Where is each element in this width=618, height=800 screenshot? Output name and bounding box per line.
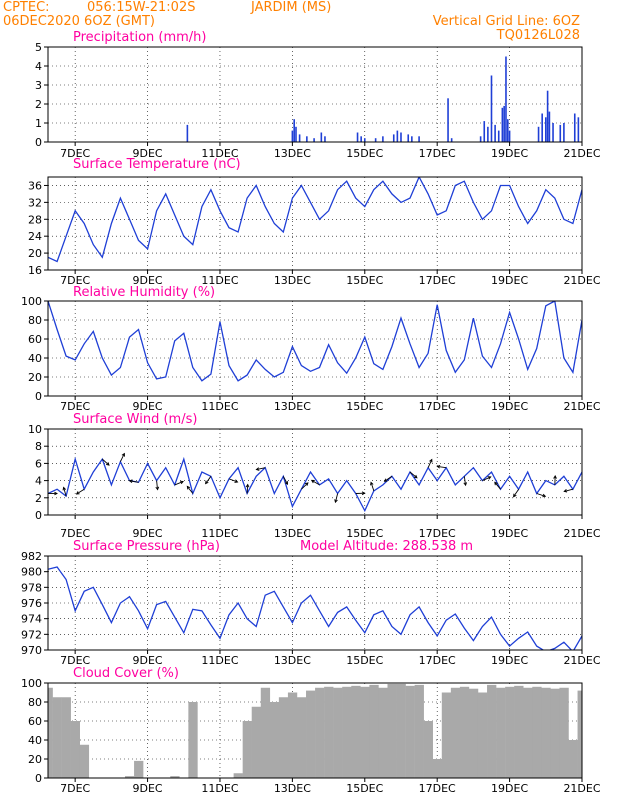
wind-xtick-label-6: 19DEC <box>491 527 529 540</box>
cloud-xtick-label-3: 13DEC <box>273 782 311 795</box>
wind-xtick-label-2: 11DEC <box>201 527 239 540</box>
cloud-cloud-bar-55 <box>541 688 550 778</box>
rh-xtick-label-5: 17DEC <box>418 400 456 413</box>
cloud-xtick-label-5: 17DEC <box>418 782 456 795</box>
precip-xtick-label-6: 19DEC <box>491 147 529 160</box>
temp-ytick-label-24: 24 <box>28 230 42 244</box>
precip-bar-5 <box>306 136 308 142</box>
temp-ytick-label-36: 36 <box>28 179 42 193</box>
pressure-annotation: Model Altitude: 288.538 m <box>300 539 474 554</box>
precip-bar-14 <box>393 134 395 142</box>
precip-bar-9 <box>357 133 359 143</box>
pressure-ytick-label-970: 970 <box>21 644 42 657</box>
cloud-cloud-bar-27 <box>288 693 297 779</box>
precip-bar-24 <box>487 127 489 142</box>
rh-ytick-label-80: 80 <box>28 314 42 327</box>
cloud-cloud-bar-1 <box>53 697 62 778</box>
precip-bar-18 <box>411 136 413 142</box>
cloud-cloud-bar-34 <box>351 686 360 778</box>
precip-bar-20 <box>447 98 449 142</box>
rh-ytick-label-100: 100 <box>21 295 42 308</box>
cloud-data <box>44 684 587 778</box>
rh-data <box>48 301 582 381</box>
precip-bar-13 <box>382 136 384 142</box>
precip-bar-28 <box>502 108 504 142</box>
temp-xtick-label-5: 17DEC <box>418 274 456 287</box>
temp-frame <box>48 177 582 270</box>
cloud-cloud-bar-23 <box>252 707 261 778</box>
run-time-label: 06DEC2020 6OZ (GMT) <box>3 14 155 29</box>
temp-ytick-label-32: 32 <box>28 196 42 210</box>
precip-data <box>187 57 580 143</box>
cloud-ytick-label-0: 0 <box>35 772 42 785</box>
precip-bar-22 <box>480 136 482 142</box>
precip-title: Precipitation (mm/h) <box>73 30 207 45</box>
rh-ytick-label-0: 0 <box>35 390 42 403</box>
temp-xtick-label-6: 19DEC <box>491 274 529 287</box>
pressure-xtick-label-1: 9DEC <box>132 654 163 667</box>
rh-frame <box>48 301 582 396</box>
precip-ytick-label-5: 5 <box>35 41 42 54</box>
precip-ytick-label-3: 3 <box>35 79 42 92</box>
cloud-panel <box>21 666 601 795</box>
cloud-cloud-bar-21 <box>234 773 243 778</box>
grid-note-label: Vertical Grid Line: 6OZ <box>432 14 580 29</box>
precip-bar-41 <box>574 114 576 143</box>
cloud-cloud-bar-45 <box>451 688 460 778</box>
precip-xtick-label-0: 7DEC <box>60 147 91 160</box>
cloud-cloud-bar-54 <box>532 687 541 778</box>
precip-bar-11 <box>364 138 366 142</box>
station-label: JARDIM (MS) <box>251 0 332 15</box>
precip-xtick-label-5: 17DEC <box>418 147 456 160</box>
precip-bar-3 <box>295 127 297 142</box>
cloud-xtick-label-0: 7DEC <box>60 782 91 795</box>
wind-xtick-label-3: 13DEC <box>273 527 311 540</box>
wind-xtick-label-4: 15DEC <box>346 527 384 540</box>
cloud-cloud-bar-38 <box>387 684 396 778</box>
cloud-cloud-bar-43 <box>433 759 442 778</box>
wind-xtick-label-7: 21DEC <box>563 527 601 540</box>
cloud-cloud-bar-36 <box>369 685 378 778</box>
precip-bar-4 <box>299 134 301 142</box>
precip-bar-23 <box>483 121 485 142</box>
temp-xtick-label-1: 9DEC <box>132 274 163 287</box>
cloud-cloud-bar-10 <box>134 761 143 778</box>
precip-ytick-label-0: 0 <box>35 136 42 149</box>
wind-ytick-label-10: 10 <box>28 423 42 436</box>
precip-bar-6 <box>313 138 315 142</box>
cloud-cloud-bar-49 <box>487 685 496 778</box>
pressure-ytick-label-978: 978 <box>21 581 42 595</box>
pressure-xtick-label-4: 15DEC <box>346 654 384 667</box>
cloud-cloud-bar-33 <box>342 687 351 778</box>
pressure-ytick-label-980: 980 <box>21 565 42 579</box>
rh-panel <box>21 285 601 413</box>
cloud-ytick-label-20: 20 <box>28 753 42 766</box>
precip-bar-37 <box>549 112 551 142</box>
rh-xtick-label-3: 13DEC <box>273 400 311 413</box>
temp-ytick-label-16: 16 <box>28 264 42 277</box>
rh-xtick-label-6: 19DEC <box>491 400 529 413</box>
cloud-cloud-bar-39 <box>397 684 406 778</box>
rh-xtick-label-7: 21DEC <box>563 400 601 413</box>
cloud-cloud-bar-53 <box>523 688 532 778</box>
cloud-cloud-bar-30 <box>315 688 324 778</box>
rh-title: Relative Humidity (%) <box>73 285 216 300</box>
wind-data <box>48 454 582 511</box>
cloud-ytick-label-100: 100 <box>21 677 42 690</box>
cloud-xtick-label-1: 9DEC <box>132 782 163 795</box>
precip-xtick-label-2: 11DEC <box>201 147 239 160</box>
pressure-title: Surface Pressure (hPa) <box>73 539 220 554</box>
cloud-cloud-bar-3 <box>71 721 80 778</box>
temp-panel <box>28 157 601 287</box>
pressure-ytick-label-976: 976 <box>21 597 42 610</box>
wind-panel <box>28 412 601 540</box>
model-code-label: TQ0126L028 <box>496 28 580 43</box>
precip-bar-8 <box>324 136 326 142</box>
cloud-title: Cloud Cover (%) <box>73 666 179 681</box>
precip-bar-27 <box>498 131 500 142</box>
precip-bar-33 <box>538 127 540 142</box>
wind-series-line <box>48 459 582 511</box>
wind-ytick-label-6: 6 <box>35 457 42 471</box>
precip-bar-15 <box>397 131 399 142</box>
cloud-cloud-bar-44 <box>442 693 451 779</box>
precip-bar-35 <box>545 117 547 142</box>
pressure-panel <box>21 539 601 667</box>
precip-bar-26 <box>494 125 496 142</box>
cloud-cloud-bar-40 <box>406 686 415 778</box>
cloud-cloud-bar-58 <box>568 740 577 778</box>
cloud-cloud-bar-16 <box>188 702 197 778</box>
cloud-cloud-bar-24 <box>261 688 270 778</box>
wind-ytick-label-2: 2 <box>35 491 42 505</box>
pressure-xtick-label-5: 17DEC <box>418 654 456 667</box>
temp-xtick-label-3: 13DEC <box>273 274 311 287</box>
wind-frame <box>48 429 582 515</box>
precip-bar-21 <box>451 138 453 142</box>
cloud-cloud-bar-41 <box>415 685 424 778</box>
temp-ytick-label-20: 20 <box>28 247 42 261</box>
precip-bar-29 <box>503 106 505 142</box>
cloud-cloud-bar-25 <box>270 702 279 778</box>
cloud-cloud-bar-4 <box>80 745 89 778</box>
pressure-ytick-label-974: 974 <box>21 612 42 626</box>
cloud-ytick-label-40: 40 <box>28 734 42 747</box>
cloud-cloud-bar-28 <box>297 697 306 778</box>
precip-bar-31 <box>507 119 509 142</box>
pressure-xtick-label-3: 13DEC <box>273 654 311 667</box>
precip-bar-34 <box>541 114 543 143</box>
rh-series-line <box>48 301 582 381</box>
precip-bar-32 <box>509 131 511 142</box>
cloud-cloud-bar-2 <box>62 697 71 778</box>
precip-bar-25 <box>491 76 493 143</box>
location-label: 056:15W-21:02S <box>87 0 196 15</box>
pressure-xtick-label-0: 7DEC <box>60 654 91 667</box>
cloud-xtick-label-7: 21DEC <box>563 782 601 795</box>
pressure-ytick-label-982: 982 <box>21 550 42 563</box>
wind-xtick-label-5: 17DEC <box>418 527 456 540</box>
cloud-xtick-label-2: 11DEC <box>201 782 239 795</box>
cloud-cloud-bar-22 <box>243 721 252 778</box>
cloud-cloud-bar-57 <box>559 688 568 778</box>
temp-ytick-label-28: 28 <box>28 213 42 227</box>
rh-xtick-label-1: 9DEC <box>132 400 163 413</box>
temp-xtick-label-7: 21DEC <box>563 274 601 287</box>
rh-ytick-label-60: 60 <box>28 333 42 346</box>
rh-ytick-label-20: 20 <box>28 371 42 384</box>
pressure-data <box>48 567 582 652</box>
precip-xtick-label-3: 13DEC <box>273 147 311 160</box>
cloud-ytick-label-80: 80 <box>28 696 42 709</box>
cloud-cloud-bar-51 <box>505 687 514 778</box>
temp-title: Surface Temperature (nC) <box>73 157 241 172</box>
cloud-cloud-bar-35 <box>360 687 369 778</box>
cloud-cloud-bar-50 <box>496 688 505 778</box>
precip-bar-7 <box>321 133 323 143</box>
cloud-cloud-bar-29 <box>306 691 315 778</box>
precip-bar-42 <box>578 117 580 142</box>
cloud-cloud-bar-46 <box>460 687 469 778</box>
rh-xtick-label-2: 11DEC <box>201 400 239 413</box>
pressure-xtick-label-2: 11DEC <box>201 654 239 667</box>
pressure-series-line <box>48 567 582 652</box>
cloud-cloud-bar-26 <box>279 697 288 778</box>
wind-xtick-label-1: 9DEC <box>132 527 163 540</box>
precip-bar-38 <box>552 123 554 142</box>
precip-ytick-label-2: 2 <box>35 98 42 111</box>
pressure-ytick-label-972: 972 <box>21 628 42 642</box>
precip-ytick-label-1: 1 <box>35 117 42 130</box>
cloud-xtick-label-4: 15DEC <box>346 782 384 795</box>
precip-panel <box>35 30 601 160</box>
precip-bar-39 <box>559 125 561 142</box>
precip-bar-1 <box>292 131 294 142</box>
temp-xtick-label-2: 11DEC <box>201 274 239 287</box>
cloud-cloud-bar-56 <box>550 689 559 778</box>
cloud-cloud-bar-48 <box>478 693 487 779</box>
precip-ytick-label-4: 4 <box>35 60 42 73</box>
wind-title: Surface Wind (m/s) <box>73 412 198 427</box>
wind-ytick-label-0: 0 <box>35 509 42 522</box>
pressure-xtick-label-7: 21DEC <box>563 654 601 667</box>
pressure-xtick-label-6: 19DEC <box>491 654 529 667</box>
precip-xtick-label-7: 21DEC <box>563 147 601 160</box>
precip-bar-16 <box>400 133 402 143</box>
cloud-cloud-bar-37 <box>378 688 387 778</box>
precip-bar-10 <box>360 136 362 142</box>
cloud-ytick-label-60: 60 <box>28 715 42 728</box>
temp-xtick-label-0: 7DEC <box>60 274 91 287</box>
rh-xtick-label-4: 15DEC <box>346 400 384 413</box>
cloud-cloud-bar-32 <box>333 688 342 778</box>
precip-bar-17 <box>407 134 409 142</box>
cloud-cloud-bar-52 <box>514 686 523 778</box>
temp-xtick-label-4: 15DEC <box>346 274 384 287</box>
precip-bar-19 <box>418 136 420 142</box>
precip-bar-12 <box>375 138 377 142</box>
wind-xtick-label-0: 7DEC <box>60 527 91 540</box>
wind-ytick-label-8: 8 <box>35 440 42 454</box>
precip-bar-2 <box>293 119 295 142</box>
rh-xtick-label-0: 7DEC <box>60 400 91 413</box>
precip-xtick-label-4: 15DEC <box>346 147 384 160</box>
cloud-cloud-bar-31 <box>324 687 333 778</box>
precip-xtick-label-1: 9DEC <box>132 147 163 160</box>
precip-bar-0 <box>187 125 189 142</box>
rh-ytick-label-40: 40 <box>28 352 42 365</box>
cloud-cloud-bar-47 <box>469 689 478 778</box>
precip-bar-36 <box>547 91 549 142</box>
cloud-xtick-label-6: 19DEC <box>491 782 529 795</box>
wind-ytick-label-4: 4 <box>35 474 42 488</box>
cloud-cloud-bar-42 <box>424 721 433 778</box>
source-label: CPTEC: <box>3 0 50 15</box>
precip-bar-30 <box>505 57 507 143</box>
precip-bar-40 <box>563 123 565 142</box>
